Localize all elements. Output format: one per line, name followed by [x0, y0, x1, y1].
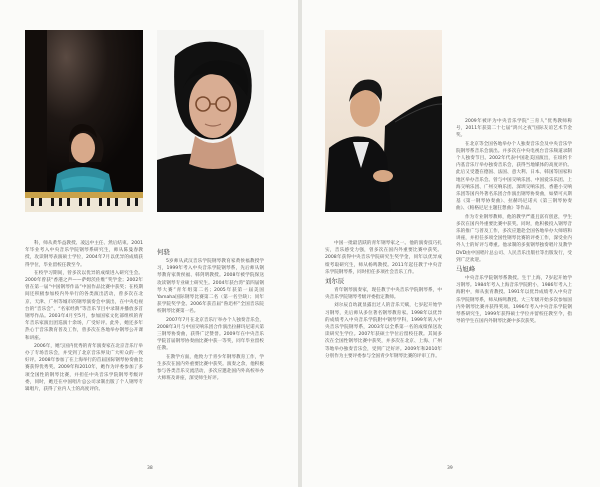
col1-paragraph-2: 在校学习期间，曾多次以优异的成绩进入研究生会。2000年曾获“香港之声——萨姆茨佐维”奖学金；2002年曾在第一届“中国钢琴作品”中国作品比赛中获奖；在校期间还积极参加校内外举行的各类演出活动，曾多次在北京、天津、广州等城市的钢琴演奏会中演出，在中央电视台的“音乐会”、“名家经典”等音乐节目中录制并播放多首钢琴作品。2003年4月至5月，参加国家文化部组织的青年音乐家演出团巡演十余场，广受好评。此外，她还多年热心于音乐教育普及工作，曾多次在各地举办钢琴公开课和讲座。	[25, 270, 143, 341]
col4-paragraph-a1: 2009年被评为中央音乐学院“三育人”优秀教师称号，2011年获第二十七届“鸿兴之夜”国际友谊艺术节金奖。	[456, 119, 572, 139]
photo-pianist-woman	[25, 30, 143, 212]
young-man-glasses-image	[157, 30, 264, 212]
col4-paragraph-a3: 作为专业钢琴教师，他的教学严谨且富有创意，学生多次在国内外重要比赛中获奖。同时，他积极投入钢琴音乐的推广与普及工作，多次应邀赴全国各地举办大师班和讲座，并担任多项全国性钢琴比赛的评委工作，深受业内外人士的好评与尊重。他录制的多张钢琴独奏唱片及教学DVD由中国唱片总公司、人民音乐出版社等出版发行，受到广泛欢迎。	[456, 214, 572, 263]
text-column-2	[157, 248, 264, 383]
photo-man-at-piano	[325, 30, 442, 212]
col2-paragraph-1: 5岁师从武汉音乐学院钢琴教育家黄侯福教授学习，1999年考入中央音乐学院钢琴系，先后师从钢琴教育家黄侯福、韩剑明教授。2008年被学院保送攻读钢琴专业硕士研究生。2004年获台湾“第四届钢琴大赛”青年组第二名；2005年获第一届美国Yamaha国际钢琴比赛第二名（第一名空缺）；同年获学院奖学金。2006年获首届“鲁迅杯”全国音乐院校钢琴比赛第一名。	[157, 259, 264, 315]
col3-paragraph-b1: 青年钢琴演奏家，现任教于中央音乐学院钢琴系，中央音乐学院钢琴考级评委指定教师。	[325, 288, 442, 301]
col2-paragraph-2: 2007年7月在北京音乐厅举办个人独奏音乐会，2008年3月与中国交响乐团合作演出拉赫玛尼诺夫第三钢琴协奏曲，获得广泛赞誉。2009年在中央音乐学院首届钢琴协奏曲比赛中获一等奖，同年毕业留校任教。	[157, 317, 264, 352]
page-number-right: 39	[447, 466, 453, 471]
pianist-woman-image	[25, 30, 143, 212]
col4-paragraph-b1: 中央音乐学院钢琴系教授。生于上海，7岁起开始学习钢琴。1984年考入上海音乐学院附小，1986年考入上海附中，师从张青教授。1991年以优异成绩考入中央音乐学院钢琴系，师从杨鸣教授。大三年级开始多次参加国内外钢琴比赛并获得奖项。1996年考入中央音乐学院钢琴系研究生，1999年获得硕士学位并留校任教至今，指导的学生在国内外钢琴比赛中多次获奖。	[456, 276, 572, 325]
col4-paragraph-a2: 在北京等全国各地举办个人独奏音乐会及中央音乐学院钢琴系音乐会演出。并多次在中央电视台音乐频道录制个人独奏节目。2002年代表中国赴美国演出，在纽约卡内基音乐厅举办独奏音乐会，获得当地媒体的高度评价。此后又受邀在德国、法国、意大利、日本、韩国等国家和地区举办音乐会。曾与中国交响乐团、中国爱乐乐团、上海交响乐团、广州交响乐团、深圳交响乐团、香港小交响乐团等国内外著名乐团合作演出钢琴协奏曲，如柴可夫斯基《第一钢琴协奏曲》、拉赫玛尼诺夫《第三钢琴协奏曲》、《帕格尼尼主题狂想曲》等作品。	[456, 141, 572, 212]
col3-paragraph-b2: 刘尔辰自幼就显露出过人的音乐天赋，七岁起开始学习钢琴，先后师从多位著名钢琴教育家。1998年以优异的成绩考入中央音乐学院附中钢琴学科，1999年转入中央音乐学院钢琴系，2003年以全系第一名的成绩保送攻读研究生学位。2007年获硕士学位后留校任教。其间多次在全国性钢琴比赛中获奖，并多次在北京、上海、广州等地举办独奏音乐会，受到广泛好评。2009年和2010年分别作为主要评委参与全国青少年钢琴比赛的评审工作。	[325, 303, 442, 359]
photo-young-man-glasses	[157, 30, 264, 212]
text-column-4	[456, 118, 572, 326]
section-heading-liu-erchen: 刘尔辰	[325, 277, 345, 286]
page-number-left: 38	[147, 466, 153, 471]
section-heading-ma-xufeng: 马旭峰	[456, 265, 476, 274]
section-heading-he-xiao: 何骁	[157, 248, 170, 256]
col2-paragraph-3: 在教学方面，他致力于青少年钢琴教育工作，学生多次在国内外重要比赛中获奖。演奏之余，他积极参与各类音乐交流活动，多次应邀赴国内外高校举办大师班及讲座，深受师生好评。	[157, 354, 264, 382]
man-at-piano-image	[325, 30, 442, 212]
text-column-1	[25, 240, 143, 394]
col3-paragraph-a1: 中国一批最活跃的青年钢琴家之一。他的演奏技巧扎实，音乐感受力强，曾多次在国内外重要比赛中获奖。2008年获得中央音乐学院研究生奖学金，同年以优异成绩考取研究生，师从杨鸣教授。2011年起任教于中央音乐学院钢琴系，同时担任多项社会音乐工作。	[325, 241, 442, 275]
col1-paragraph-1: 科，师从黄华益教授、凌远中主任、然后结束。2001年毕业考入中央音乐学院钢琴系研究生，师从陈曼春教授，攻读钢琴表演硕士学位，2004年7月以优异的成绩获得学位，毕业留校任教至今。	[25, 241, 143, 268]
text-column-3	[325, 240, 442, 361]
col1-paragraph-3: 2006年，她与国内优秀的青年演奏家在北京音乐厅举办了专场音乐会，并受到了北京音乐界及广大听众的一致好评。2008年参加了在上海举行的首届国际钢琴协奏曲比赛获得优秀奖。2009年和2010年，她作为评委参加了多项全国性的钢琴比赛，并担任中央音乐学院钢琴考级评委，同时，她还在中国唱片总公司录制出版了个人钢琴专辑唱片，获得了业内人士的高度评价。	[25, 343, 143, 393]
